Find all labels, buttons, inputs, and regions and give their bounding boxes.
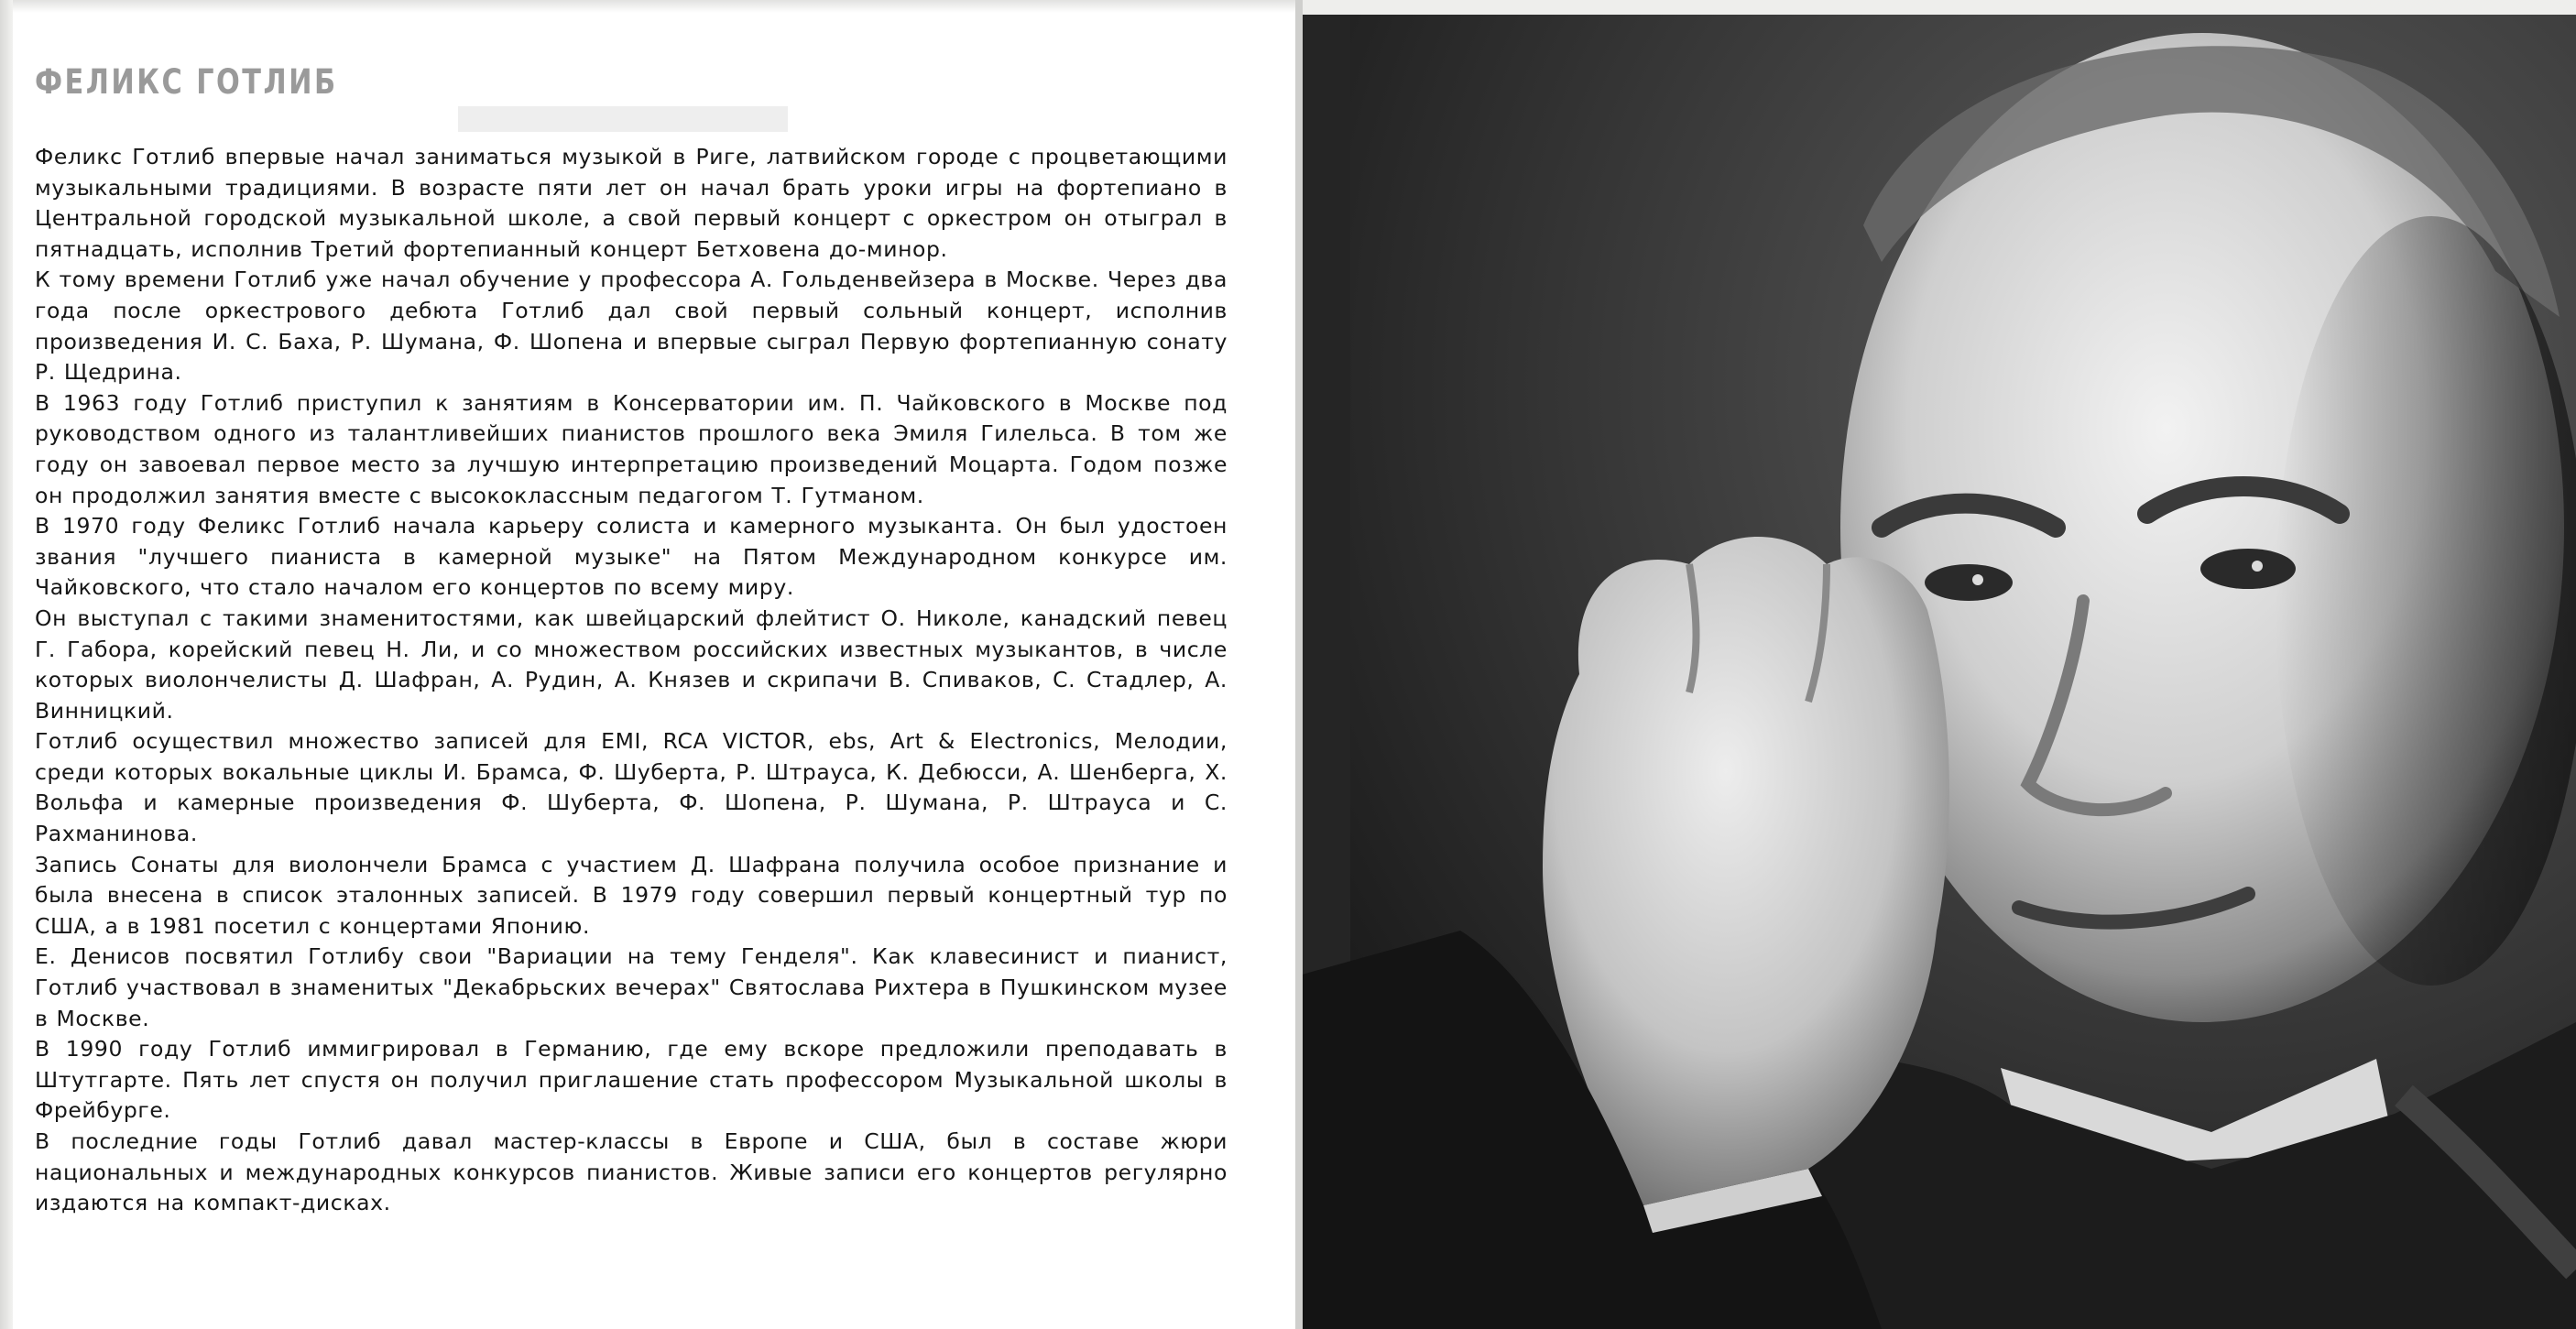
page-gutter (1295, 0, 1303, 1329)
paragraph: Запись Сонаты для виолончели Брамса с участием Д. Шафрана получила особое признание и была внесена в список эталонных записей. В 1979 году совершил первый концертный тур по США, а в 1981 посетил с концертами Японию. (35, 851, 1228, 939)
paragraph: Готлиб осуществил множество записей для EMI, RCA VICTOR, ebs, Art & Electronics, Мелодии, среди которых вокальные циклы И. Брамса, Ф. Шуберта, Р. Штрауса, К. Дебюсси, А. Шенберга, Х. Вольфа и камерные произведения Ф. Шуберта, Ф. Шопена, Р. Шумана, Р. Штрауса и С. Рахманинова. (35, 728, 1228, 847)
paragraph: К тому времени Готлиб уже начал обучение у профессора А. Гольденвейзера в Москве. Через два года после оркестрового дебюта Готлиб дал свой первый сольный концерт, исполнив произведения И. С. Баха, Р. Шумана, Ф. Шопена и впервые сыграл Первую фортепианную сонату Р. Щедрина. (35, 267, 1228, 386)
paragraph: Феликс Готлиб впервые начал заниматься музыкой в Риге, латвийском городе с процветающими музыкальными традициями. В возрасте пяти лет он начал брать уроки игры на фортепиано в Центральной городской музыкальной школе, а свой первый концерт с оркестром он отыграл в пятнадцать, исполнив Третий фортепианный концерт Бетховена до-минор. (35, 144, 1228, 262)
paragraph: Е. Денисов посвятил Готлибу свои "Вариации на тему Генделя". Как клавесинист и пианист, Готлиб участвовал в знаменитых "Декабрьских вечерах" Святослава Рихтера в Пушкинском музее в Москве. (35, 943, 1228, 1031)
page-title: ФЕЛИКС ГОТЛИБ (35, 62, 338, 102)
paragraph: В 1970 году Феликс Готлиб начала карьеру солиста и камерного музыканта. Он был удостоен звания "лучшего пианиста в камерной музыке" на Пятом Международном конкурсе им. Чайковского, что стало началом его концертов по всему миру. (35, 513, 1228, 601)
page-top-edge (0, 0, 1295, 13)
paragraph: В 1990 году Готлиб иммигрировал в Германию, где ему вскоре предложили преподавать в Штутгарте. Пять лет спустя он получил приглашение стать профессором Музыкальной школы в Фрейбурге. (35, 1036, 1228, 1124)
paragraph: Он выступал с такими знаменитостями, как швейцарский флейтист О. Николе, канадский певец Г. Габора, корейский певец Н. Ли, и со множеством российских известных музыкантов, в числе которых виолончелисты Д. Шафран, А. Рудин, А. Князев и скрипачи В. Спиваков, С. Стадлер, А. Винницкий. (35, 605, 1228, 724)
right-eye (2200, 549, 2296, 589)
photo-page (1295, 0, 2576, 1329)
left-eye (1925, 564, 2013, 601)
paragraph: В 1963 году Готлиб приступил к занятиям в Консерватории им. П. Чайковского в Москве под руководством одного из талантливейших пианистов прошлого века Эмиля Гилельса. В том же году он завоевал первое место за лучшую интерпретацию произведений Моцарта. Годом позже он продолжил занятия вместе с высококлассным педагогом Т. Гутманом. (35, 389, 1228, 508)
paragraph: В последние годы Готлиб давал мастер-классы в Европе и США, был в составе жюри национальных и международных конкурсов пианистов. Живые записи его концертов регулярно издаются на компакт-дисках. (35, 1128, 1228, 1216)
page-left-edge (0, 0, 13, 1329)
show-through-shadow (458, 101, 806, 139)
portrait-photo (1295, 15, 2576, 1329)
biography-text (35, 142, 1228, 1219)
